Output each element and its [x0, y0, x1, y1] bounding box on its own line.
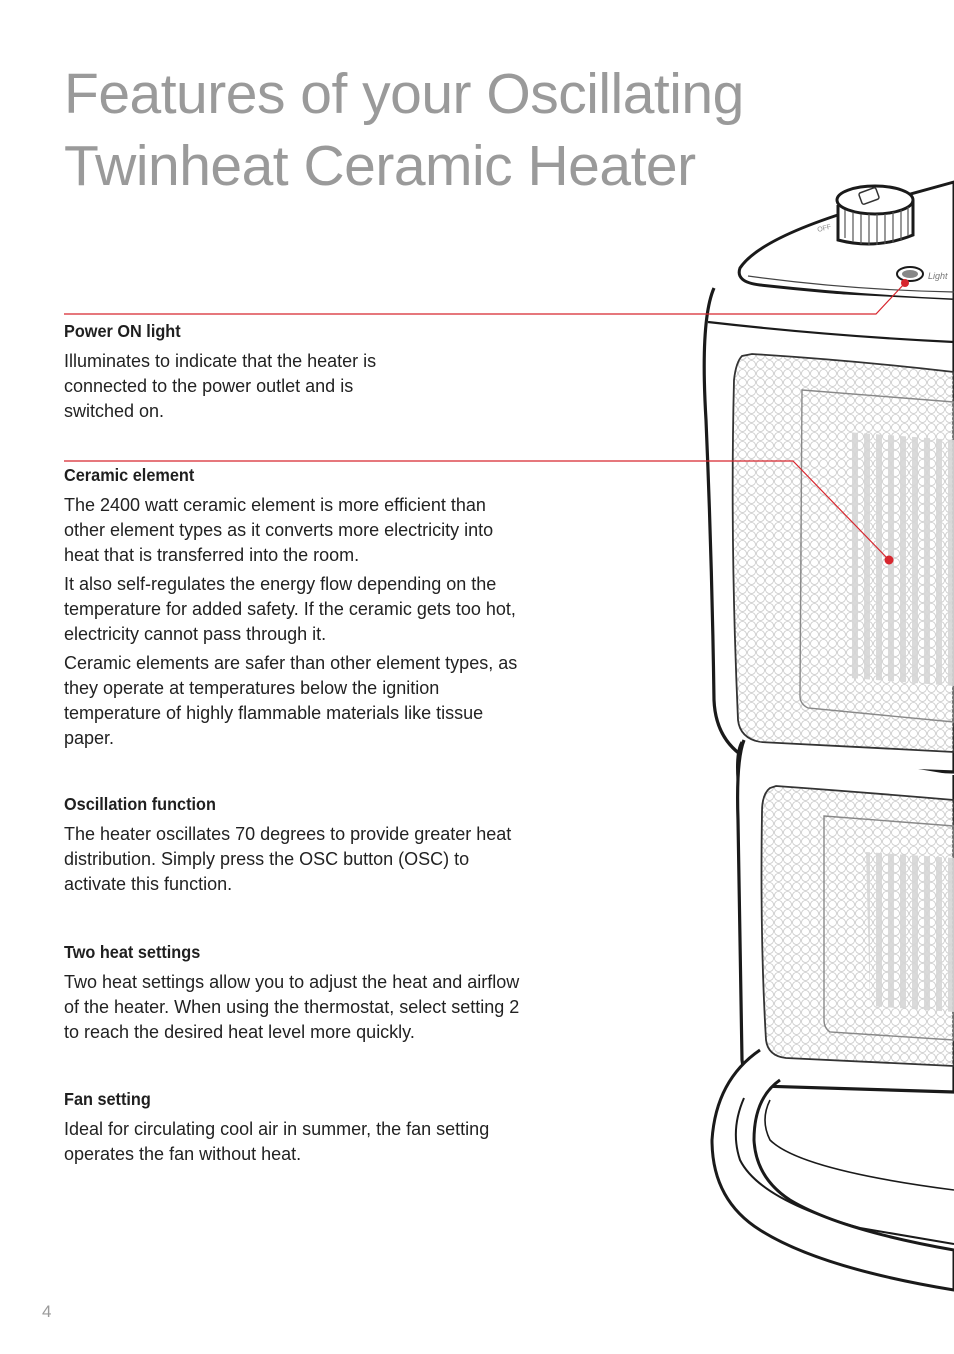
feature-heading: Oscillation function: [64, 794, 216, 814]
feature-oscillation-function: [64, 793, 529, 901]
feature-two-heat-settings: [64, 941, 529, 1049]
page-title: [64, 58, 744, 202]
feature-text: Illuminates to indicate that the heater is connected to the power outlet and is switched on.: [64, 351, 377, 421]
feature-heading: Ceramic element: [64, 465, 195, 485]
page-title-line-1: Features of your Oscillating: [64, 62, 744, 126]
feature-text: Ideal for circulating cool air in summer, the fan setting operates the fan without heat.: [64, 1119, 490, 1164]
feature-heading: Power ON light: [64, 321, 181, 341]
page-title-line-2: Twinheat Ceramic Heater: [64, 134, 696, 198]
feature-text: The 2400 watt ceramic element is more efficient than other element types as it converts more electricity into heat that is transferred into the room.: [64, 495, 494, 565]
page-number: 4: [42, 1302, 52, 1321]
power-light-icon: [897, 267, 923, 281]
feature-text: Ceramic elements are safer than other element types, as they operate at temperatures below the ignition temperature of highly flammable materials like tissue paper.: [64, 653, 518, 748]
light-label: Light: [928, 271, 948, 281]
control-dial-icon: [837, 186, 913, 245]
feature-text: Two heat settings allow you to adjust the heat and airflow of the heater. When using the thermostat, select setting 2 to reach the desired heat level more quickly.: [64, 972, 520, 1042]
feature-text: It also self-regulates the energy flow depending on the temperature for added safety. If the ceramic gets too hot, electricity cannot pass through it.: [64, 574, 516, 644]
feature-power-on-light: [64, 320, 404, 428]
feature-ceramic-element: [64, 464, 529, 755]
dial-off-label: OFF: [816, 223, 833, 234]
feature-heading: Fan setting: [64, 1089, 151, 1109]
feature-text: The heater oscillates 70 degrees to provide greater heat distribution. Simply press the OSC button (OSC) to activate this function.: [64, 824, 512, 894]
feature-fan-setting: [64, 1088, 529, 1171]
feature-heading: Two heat settings: [64, 942, 201, 962]
